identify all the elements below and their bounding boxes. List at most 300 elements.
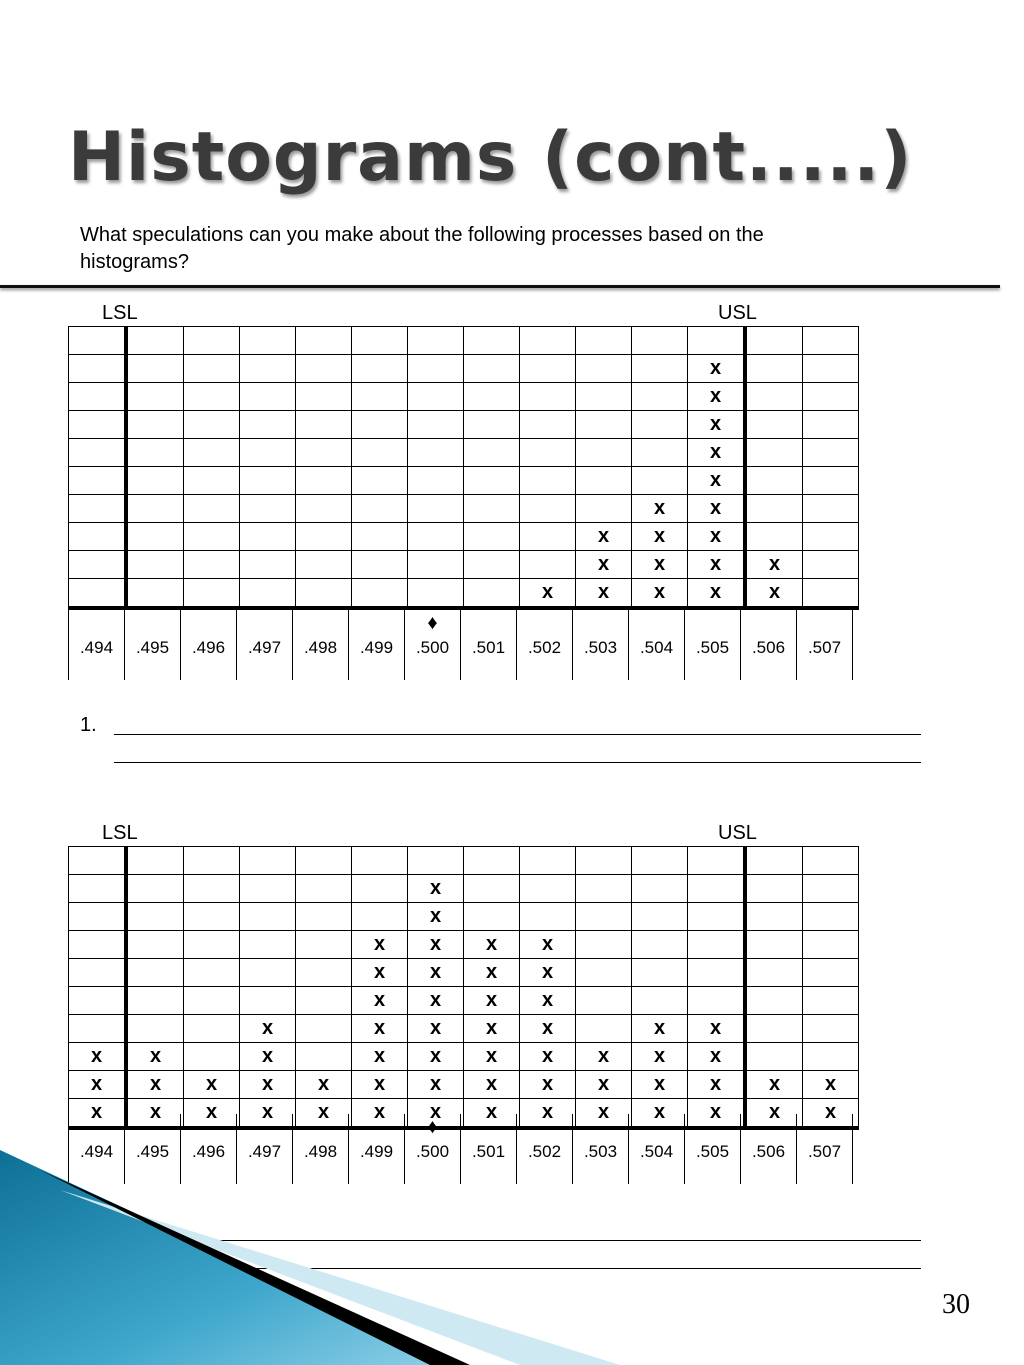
tally-cell [632,355,688,383]
tally-cell [352,355,408,383]
tally-mark: x [576,1071,632,1099]
tally-mark: x [240,1071,296,1099]
tally-cell [184,1015,240,1043]
tally-mark: x [632,579,688,609]
tally-mark: x [745,579,803,609]
tally-cell [464,467,520,495]
tally-cell [803,1043,859,1071]
tick-label: .497 [247,638,282,657]
axis-tick [516,610,572,680]
tally-cell [520,467,576,495]
tally-cell [126,987,184,1015]
tally-cell [352,847,408,875]
tally-cell [69,495,127,523]
tally-cell [632,439,688,467]
tally-cell [240,355,296,383]
tally-mark: x [408,1099,464,1129]
tally-cell [184,551,240,579]
tally-cell [184,875,240,903]
tally-cell [803,439,859,467]
tally-mark: x [240,1099,296,1129]
tally-cell [803,467,859,495]
tally-cell [240,523,296,551]
axis-tick [572,610,628,680]
tally-cell [464,875,520,903]
tally-mark: x [632,523,688,551]
tally-cell [296,903,352,931]
tally-row [69,327,859,355]
tally-mark: x [352,931,408,959]
tally-mark: x [464,1071,520,1099]
tally-cell [632,327,688,355]
tally-cell [240,847,296,875]
usl-label: USL [718,302,757,324]
tally-mark: x [352,1043,408,1071]
tally-cell [352,551,408,579]
tally-cell [69,523,127,551]
tally-cell [803,551,859,579]
tally-cell [632,411,688,439]
tally-cell [632,467,688,495]
tally-mark: x [688,1071,746,1099]
tally-cell [408,355,464,383]
tally-row [69,495,859,523]
tally-cell [688,959,746,987]
tally-cell [745,959,803,987]
axis-tick [292,610,348,680]
tally-cell [126,931,184,959]
tally-cell [408,523,464,551]
tally-cell [520,847,576,875]
tally-row [69,987,859,1015]
tally-mark: x [352,1071,408,1099]
tally-row [69,467,859,495]
tally-cell [520,383,576,411]
tally-cell [464,383,520,411]
tally-cell [576,467,632,495]
tally-cell [296,847,352,875]
tally-cell [632,987,688,1015]
tally-mark: x [688,551,746,579]
tally-mark: x [632,1071,688,1099]
tally-mark: x [69,1099,127,1129]
tick-label: .497 [247,1142,282,1161]
tally-cell [576,411,632,439]
x-axis-ticks [68,610,854,680]
lsl-label: LSL [102,302,138,324]
tally-cell [803,411,859,439]
tick-label: .503 [583,1142,618,1161]
tally-cell [69,903,127,931]
tally-mark: x [126,1099,184,1129]
answer-line[interactable] [114,762,921,763]
tally-cell [576,355,632,383]
tally-mark: x [632,1099,688,1129]
tally-mark: x [464,1099,520,1129]
tally-cell [352,495,408,523]
tally-mark: x [352,1015,408,1043]
tally-cell [126,383,184,411]
tally-cell [126,523,184,551]
tally-cell [296,987,352,1015]
tally-cell [745,847,803,875]
axis-end-line [852,610,853,680]
tally-mark: x [632,551,688,579]
tally-cell [240,579,296,609]
tally-cell [408,411,464,439]
axis-tick [348,610,404,680]
tick-label: .503 [583,638,618,657]
corner-decoration [0,1130,620,1365]
tally-mark: x [69,1043,127,1071]
tally-cell [803,931,859,959]
tally-row [69,1071,859,1099]
tally-cell [296,327,352,355]
tally-cell [69,411,127,439]
tally-cell [69,875,127,903]
tally-cell [126,327,184,355]
tally-cell [69,1015,127,1043]
axis-tick [796,610,852,680]
tally-cell [576,959,632,987]
tally-cell [803,847,859,875]
tally-mark: x [803,1099,859,1129]
tally-cell [745,987,803,1015]
tally-cell [240,495,296,523]
tally-cell [688,987,746,1015]
tally-cell [632,875,688,903]
tally-cell [184,439,240,467]
tally-cell [632,931,688,959]
tally-cell [688,327,746,355]
tally-mark: x [408,1015,464,1043]
tally-cell [352,903,408,931]
tick-label: .505 [695,638,730,657]
tally-cell [408,847,464,875]
tally-row [69,383,859,411]
tally-cell [296,411,352,439]
tally-cell [464,551,520,579]
tally-cell [184,411,240,439]
tally-cell [745,327,803,355]
tally-cell [126,579,184,609]
tally-cell [296,579,352,609]
tally-cell [126,411,184,439]
tally-cell [184,467,240,495]
axis-tick [628,1114,684,1184]
answer-number-1: 1. [80,714,97,736]
tally-cell [69,987,127,1015]
tally-cell [352,327,408,355]
axis-tick [404,610,460,680]
tally-cell [69,959,127,987]
tally-mark: x [520,579,576,609]
tally-cell [296,931,352,959]
tally-mark: x [296,1099,352,1129]
tally-cell [69,327,127,355]
tick-label: .504 [639,638,674,657]
tally-mark: x [352,987,408,1015]
tick-label: .507 [807,1142,842,1161]
tally-cell [296,355,352,383]
tally-cell [464,579,520,609]
tally-cell [803,523,859,551]
tick-label: .500 [415,1142,450,1161]
tally-cell [576,987,632,1015]
tally-cell [688,875,746,903]
tally-cell [803,383,859,411]
axis-tick [796,1114,852,1184]
tally-cell [520,875,576,903]
tally-cell [296,1015,352,1043]
tally-cell [296,439,352,467]
tally-cell [745,355,803,383]
tally-cell [240,903,296,931]
tally-cell [576,495,632,523]
tally-mark: x [464,931,520,959]
tally-cell [464,903,520,931]
tally-mark: x [745,1071,803,1099]
tally-row [69,903,859,931]
tick-label: .505 [695,1142,730,1161]
tally-cell [184,987,240,1015]
target-marker-icon: ♦ [427,612,438,634]
tally-cell [408,551,464,579]
tally-row [69,1015,859,1043]
tally-cell [69,383,127,411]
tally-cell [184,847,240,875]
tally-cell [576,875,632,903]
tally-cell [464,355,520,383]
tally-cell [296,551,352,579]
tally-mark: x [408,875,464,903]
usl-label: USL [718,822,757,844]
tick-label: .506 [751,638,786,657]
tally-cell [576,931,632,959]
tick-label: .495 [135,1142,170,1161]
tally-mark: x [352,1099,408,1129]
tick-label: .499 [359,1142,394,1161]
tally-mark: x [352,959,408,987]
tally-mark: x [520,931,576,959]
tally-cell [745,439,803,467]
tally-mark: x [688,1015,746,1043]
tick-label: .494 [79,638,114,657]
tally-cell [296,523,352,551]
tally-cell [240,467,296,495]
tally-cell [520,495,576,523]
tally-cell [126,875,184,903]
tally-row [69,411,859,439]
tally-mark: x [520,1071,576,1099]
tally-mark: x [688,1099,746,1129]
tally-row [69,931,859,959]
tally-mark: x [688,355,746,383]
tally-cell [184,931,240,959]
tally-mark: x [576,579,632,609]
tally-mark: x [688,579,746,609]
tally-mark: x [520,1099,576,1129]
tally-cell [803,987,859,1015]
tally-cell [745,1043,803,1071]
tally-cell [240,411,296,439]
page-number: 30 [942,1289,970,1320]
tally-cell [745,931,803,959]
tally-cell [352,411,408,439]
tally-cell [520,903,576,931]
tally-mark: x [464,959,520,987]
tally-cell [408,579,464,609]
tally-mark: x [688,411,746,439]
tally-row [69,355,859,383]
tally-mark: x [688,383,746,411]
tally-cell [803,355,859,383]
tally-mark: x [688,467,746,495]
axis-tick [684,1114,740,1184]
tally-grid [68,326,852,614]
lsl-label: LSL [102,822,138,844]
axis-tick [740,1114,796,1184]
tick-label: .500 [415,638,450,657]
axis-tick [180,610,236,680]
tally-cell [803,579,859,609]
tally-mark: x [632,495,688,523]
answer-line[interactable] [114,734,921,735]
tally-mark: x [576,1043,632,1071]
tally-mark: x [408,1043,464,1071]
tally-cell [464,523,520,551]
tally-mark: x [745,1099,803,1129]
tally-cell [126,1015,184,1043]
tally-cell [69,579,127,609]
tick-label: .496 [191,1142,226,1161]
tally-cell [296,875,352,903]
tick-label: .499 [359,638,394,657]
tally-cell [240,551,296,579]
tally-cell [688,931,746,959]
tally-cell [632,903,688,931]
tally-mark: x [688,1043,746,1071]
tick-label: .494 [79,1142,114,1161]
tally-cell [688,847,746,875]
tally-mark: x [296,1071,352,1099]
axis-end-line [852,1114,853,1184]
tally-cell [126,847,184,875]
tally-mark: x [408,959,464,987]
tally-cell [352,523,408,551]
tally-mark: x [688,523,746,551]
tally-cell [126,903,184,931]
tick-label: .501 [471,1142,506,1161]
tally-cell [352,383,408,411]
axis-tick [684,610,740,680]
tally-grid [68,846,852,1134]
tally-cell [803,495,859,523]
tally-row [69,523,859,551]
question-prompt: What speculations can you make about the following processes based on the histograms? [80,224,764,273]
tally-cell [296,467,352,495]
target-marker-icon: ♦ [427,1116,438,1138]
tally-mark: x [632,1015,688,1043]
tally-mark: x [688,439,746,467]
tally-cell [576,439,632,467]
tally-cell [352,439,408,467]
tally-row [69,847,859,875]
tally-mark: x [126,1071,184,1099]
tally-mark: x [576,523,632,551]
tally-cell [296,495,352,523]
tally-cell [803,903,859,931]
tally-cell [296,959,352,987]
tally-mark: x [520,1043,576,1071]
tally-cell [632,383,688,411]
tally-cell [745,383,803,411]
tally-cell [408,383,464,411]
tally-mark: x [240,1015,296,1043]
tally-cell [184,327,240,355]
tally-cell [352,875,408,903]
tally-mark: x [576,551,632,579]
tally-cell [69,931,127,959]
tally-table [68,846,859,1130]
tally-cell [69,847,127,875]
tally-cell [69,467,127,495]
tally-cell [184,495,240,523]
tally-mark: x [184,1099,240,1129]
axis-tick [628,610,684,680]
tally-cell [184,523,240,551]
tally-cell [408,439,464,467]
tally-cell [240,931,296,959]
axis-tick [460,610,516,680]
slide-title: Histograms (cont.....) [68,118,913,197]
tally-row [69,439,859,467]
tally-mark: x [408,931,464,959]
tally-cell [184,355,240,383]
tally-mark: x [803,1071,859,1099]
tally-mark: x [576,1099,632,1129]
tick-label: .495 [135,638,170,657]
tally-cell [464,495,520,523]
tally-cell [520,411,576,439]
tally-cell [745,903,803,931]
tally-mark: x [520,959,576,987]
tally-cell [520,355,576,383]
tally-mark: x [408,903,464,931]
tally-mark: x [464,987,520,1015]
tick-label: .496 [191,638,226,657]
tally-row [69,579,859,609]
tally-cell [240,383,296,411]
tally-cell [803,875,859,903]
tally-cell [240,959,296,987]
tally-mark: x [126,1043,184,1071]
tally-row [69,551,859,579]
tick-label: .507 [807,638,842,657]
tally-cell [803,959,859,987]
tally-mark: x [688,495,746,523]
tally-cell [464,439,520,467]
tally-cell [632,959,688,987]
tally-table [68,326,859,610]
axis-tick [740,610,796,680]
tally-mark: x [408,1071,464,1099]
tally-mark: x [464,1043,520,1071]
tally-cell [803,327,859,355]
tally-mark: x [632,1043,688,1071]
tally-cell [520,439,576,467]
tally-cell [69,551,127,579]
